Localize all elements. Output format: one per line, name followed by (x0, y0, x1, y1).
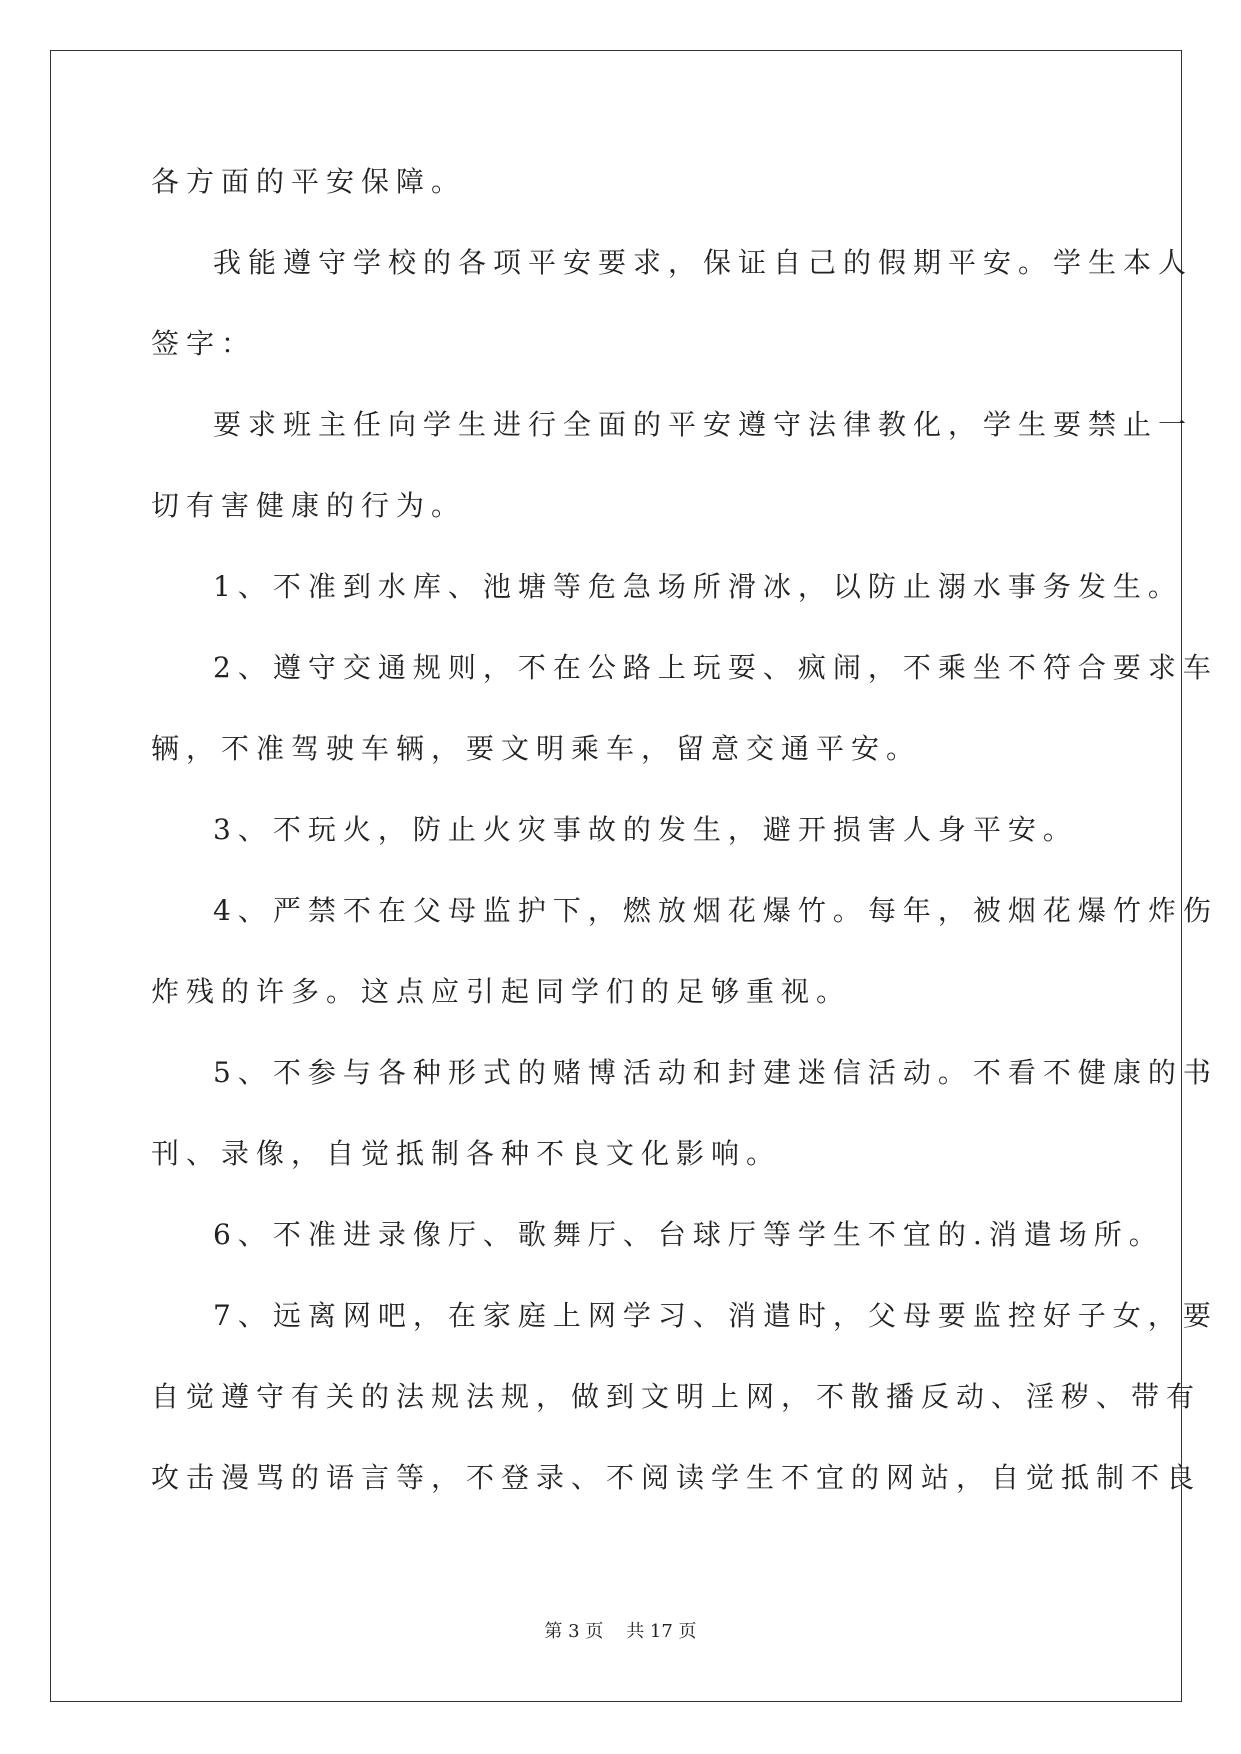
text-line: 3、不玩火，防止火灾事故的发生，避开损害人身平安。 (213, 813, 1078, 846)
page-footer (0, 1620, 1241, 1644)
text-line: 刊、录像，自觉抵制各种不良文化影响。 (151, 1137, 782, 1170)
page-number-label: 第 3 页 共 17 页 (544, 1621, 697, 1642)
text-line: 自觉遵守有关的法规法规，做到文明上网，不散播反动、淫秽、带有 (151, 1380, 1202, 1413)
text-line: 1、不准到水库、池塘等危急场所滑冰，以防止溺水事务发生。 (213, 570, 1183, 603)
text-line: 要求班主任向学生进行全面的平安遵守法律教化，学生要禁止一 (213, 408, 1194, 441)
text-line: 切有害健康的行为。 (151, 489, 467, 522)
text-line: 炸残的许多。这点应引起同学们的足够重视。 (151, 975, 852, 1008)
page-border (50, 50, 1182, 1702)
text-line: 6、不准进录像厅、歌舞厅、台球厅等学生不宜的.消遣场所。 (213, 1218, 1164, 1251)
text-line: 7、远离网吧，在家庭上网学习、消遣时，父母要监控好子女，要 (213, 1299, 1218, 1332)
text-line: 我能遵守学校的各项平安要求，保证自己的假期平安。学生本人 (213, 246, 1194, 279)
text-line: 4、严禁不在父母监护下，燃放烟花爆竹。每年，被烟花爆竹炸伤 (213, 894, 1218, 927)
text-line: 5、不参与各种形式的赌博活动和封建迷信活动。不看不健康的书 (213, 1056, 1218, 1089)
text-line: 各方面的平安保障。 (151, 165, 467, 198)
text-line: 辆，不准驾驶车辆，要文明乘车，留意交通平安。 (151, 732, 922, 765)
text-line: 签字： (151, 327, 257, 360)
text-line: 攻击漫骂的语言等，不登录、不阅读学生不宜的网站，自觉抵制不良 (151, 1461, 1202, 1494)
text-line: 2、遵守交通规则，不在公路上玩耍、疯闹，不乘坐不符合要求车 (213, 651, 1218, 684)
